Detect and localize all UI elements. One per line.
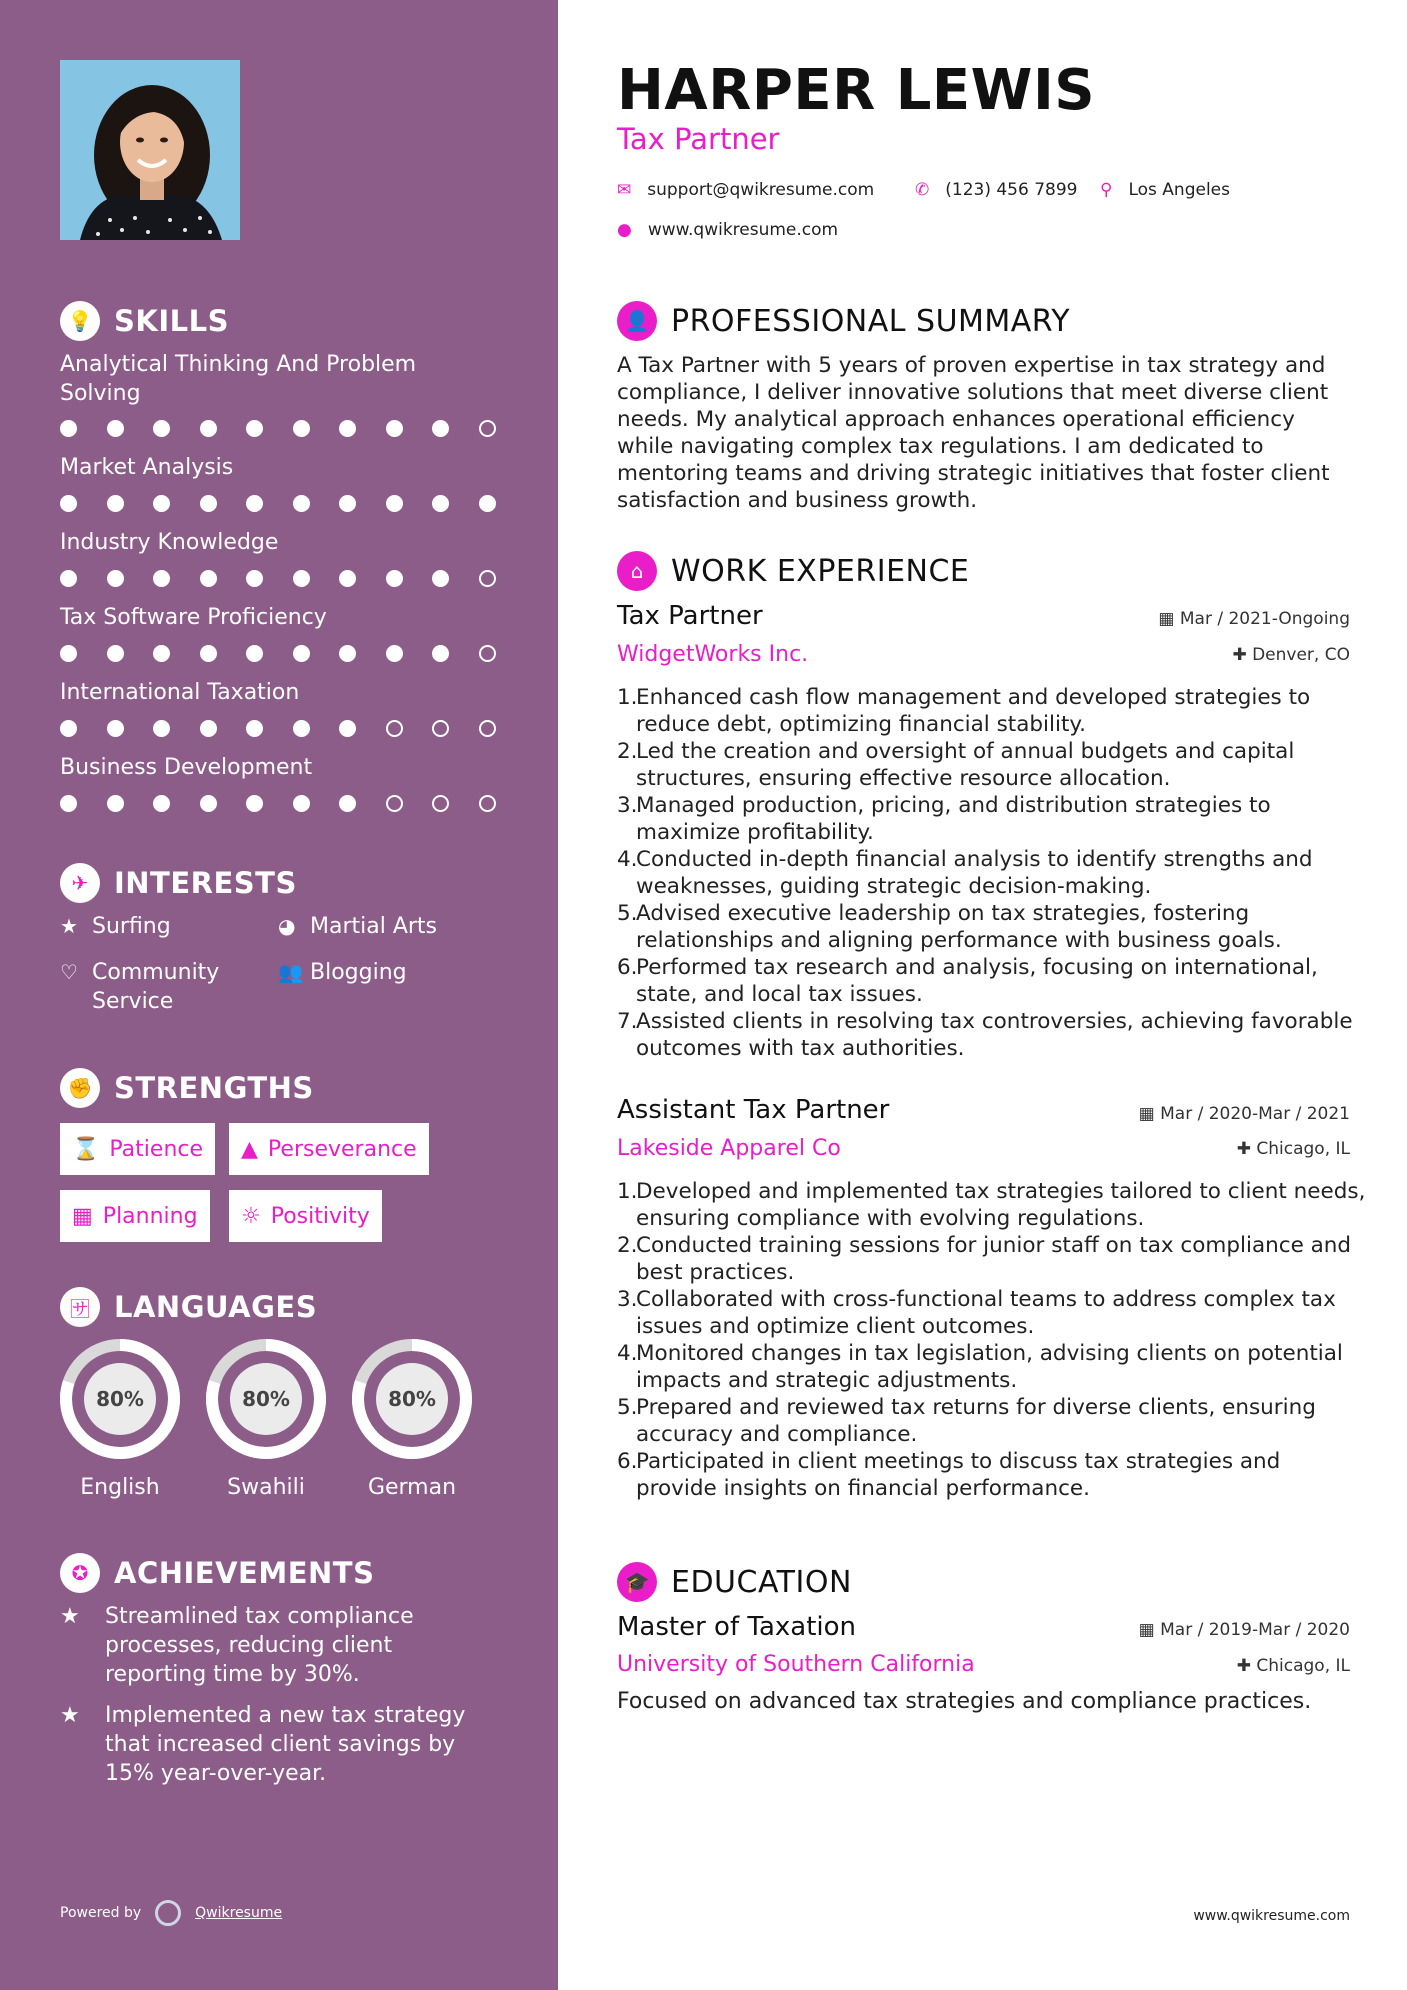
contact-location: ⚲ Los Angeles [1100, 180, 1230, 200]
bullet-number: 3. [617, 793, 638, 818]
contact-phone[interactable]: ✆ (123) 456 7899 [915, 180, 1078, 200]
strength-badge: ⌛ Patience [60, 1123, 215, 1175]
job-company: Lakeside Apparel Co [617, 1136, 841, 1161]
rating-dot [293, 795, 310, 812]
calendar-icon: ▦ [1138, 1104, 1161, 1124]
job-bullet [617, 1008, 1367, 1062]
bullet-number: 2. [617, 739, 638, 764]
rating-dot [60, 420, 77, 437]
sun-icon: ☼ [241, 1203, 261, 1229]
skill-rating [60, 420, 525, 437]
rating-dot [153, 645, 170, 662]
rating-dot [479, 495, 496, 512]
rating-dot [339, 495, 356, 512]
job-title: Tax Partner [617, 601, 763, 631]
phone-icon: ✆ [915, 180, 930, 200]
pushpin-icon: ✚ [1236, 1139, 1257, 1159]
rating-dot [246, 570, 263, 587]
job-date: ▦ Mar / 2021-Ongoing [1158, 609, 1350, 629]
rating-dot [107, 645, 124, 662]
rating-dot [200, 795, 217, 812]
rating-dot [200, 495, 217, 512]
bullet-text: Assisted clients in resolving tax controversies, achieving favorable outcomes with tax authorities. [636, 1009, 1353, 1061]
hand-icon: ♡ [60, 960, 78, 984]
language-percent: 80% [96, 1387, 144, 1411]
rating-dot [107, 495, 124, 512]
language-item [58, 1337, 182, 1500]
language-percent: 80% [388, 1387, 436, 1411]
rating-dot [339, 720, 356, 737]
star-badge-icon: ✪ [60, 1553, 100, 1593]
interest-item: ♡ Community Service [60, 960, 220, 1014]
globe-icon: ● [617, 220, 632, 240]
skill-name: Market Analysis [60, 455, 234, 480]
strengths-heading: ✊ STRENGTHS [60, 1067, 314, 1109]
rating-dot [200, 570, 217, 587]
rating-dot [153, 420, 170, 437]
job-bullets [617, 1178, 1367, 1502]
rating-dot [479, 420, 496, 437]
rating-dot [386, 495, 403, 512]
skill-rating [60, 645, 525, 662]
rating-dot [246, 495, 263, 512]
job-bullet [617, 954, 1367, 1008]
rating-dot [339, 645, 356, 662]
globe-icon: ◕ [278, 914, 296, 938]
rating-dot [293, 570, 310, 587]
job-bullet [617, 1286, 1367, 1340]
rating-dot [432, 570, 449, 587]
language-name: Swahili [227, 1475, 305, 1500]
job-title: Assistant Tax Partner [617, 1095, 890, 1125]
rating-dot [386, 420, 403, 437]
interest-item: ★ Surfing [60, 914, 171, 939]
rating-dot [479, 795, 496, 812]
bullet-number: 1. [617, 685, 638, 710]
calendar-icon: ▦ [1158, 609, 1180, 629]
job-bullet [617, 846, 1367, 900]
shooting-star-icon: ★ [60, 1604, 80, 1629]
bullet-text: Conducted training sessions for junior staff on tax compliance and best practices. [636, 1233, 1352, 1285]
main-content [560, 0, 1407, 1990]
sidebar [0, 0, 558, 1990]
contact-website[interactable]: ● www.qwikresume.com [617, 220, 839, 240]
powered-by: Powered by Qwikresume [60, 1900, 282, 1926]
rating-dot [200, 420, 217, 437]
fist-icon: ✊ [60, 1068, 100, 1108]
language-progress-ring [58, 1337, 182, 1461]
footer-url[interactable]: www.qwikresume.com [1193, 1908, 1350, 1924]
job-bullet [617, 1448, 1367, 1502]
rating-dot [432, 645, 449, 662]
bullet-text: Conducted in-depth financial analysis to identify strengths and weaknesses, guiding strategic decision-making. [636, 847, 1313, 899]
job-date: ▦ Mar / 2020-Mar / 2021 [1138, 1104, 1350, 1124]
language-icon: 🈂 [60, 1287, 100, 1327]
language-item [350, 1337, 474, 1500]
star-icon: ★ [60, 914, 78, 938]
rating-dot [107, 795, 124, 812]
rating-dot [479, 570, 496, 587]
bullet-number: 2. [617, 1233, 638, 1258]
bullet-text: Performed tax research and analysis, focusing on international, state, and local tax issues. [636, 955, 1318, 1007]
interests-heading: ✈ INTERESTS [60, 862, 297, 904]
language-name: German [367, 1475, 457, 1500]
rating-dot [293, 645, 310, 662]
calendar-icon: ▦ [72, 1203, 93, 1229]
rating-dot [339, 570, 356, 587]
bullet-text: Collaborated with cross-functional teams to address complex tax issues and optimize client outcomes. [636, 1287, 1336, 1339]
skills-heading: 💡 SKILLS [60, 300, 229, 342]
job-bullet [617, 684, 1367, 738]
rating-dot [432, 495, 449, 512]
rating-dot [153, 495, 170, 512]
experience-heading: ⌂ WORK EXPERIENCE [617, 550, 969, 592]
rating-dot [60, 795, 77, 812]
rating-dot [339, 795, 356, 812]
summary-heading: 👤 PROFESSIONAL SUMMARY [617, 300, 1070, 342]
job-location: ✚ Denver, CO [1232, 645, 1350, 665]
bullet-number: 3. [617, 1287, 638, 1312]
skill-name: Industry Knowledge [60, 530, 279, 555]
skill-rating [60, 570, 525, 587]
rating-dot [293, 495, 310, 512]
bullet-text: Participated in client meetings to discuss tax strategies and provide insights on financial performance. [636, 1449, 1281, 1501]
calendar-icon: ▦ [1138, 1620, 1161, 1640]
rating-dot [60, 720, 77, 737]
job-location: ✚ Chicago, IL [1236, 1139, 1350, 1159]
pushpin-icon: ✚ [1232, 645, 1253, 665]
strength-badge: ▦ Planning [60, 1190, 210, 1242]
rating-dot [386, 570, 403, 587]
bullet-text: Advised executive leadership on tax strategies, fostering relationships and aligning performance with business goals. [636, 901, 1282, 953]
job-bullet [617, 1232, 1367, 1286]
education-school: University of Southern California [617, 1652, 975, 1677]
job-company: WidgetWorks Inc. [617, 642, 809, 667]
rating-dot [432, 420, 449, 437]
rating-dot [386, 645, 403, 662]
bullet-text: Monitored changes in tax legislation, advising clients on potential impacts and strategic adjustments. [636, 1341, 1343, 1393]
rating-dot [386, 720, 403, 737]
lightbulb-icon: 💡 [60, 301, 100, 341]
rating-dot [293, 420, 310, 437]
profile-photo [60, 60, 240, 240]
achievements-heading: ✪ ACHIEVEMENTS [60, 1552, 374, 1594]
language-name: English [80, 1475, 160, 1500]
bullet-text: Enhanced cash flow management and developed strategies to reduce debt, optimizing financial stability. [636, 685, 1311, 737]
rating-dot [200, 645, 217, 662]
qwikresume-logo [155, 1900, 181, 1926]
skill-rating [60, 495, 525, 512]
rating-dot [60, 645, 77, 662]
rating-dot [107, 720, 124, 737]
rating-dot [293, 720, 310, 737]
rating-dot [246, 420, 263, 437]
language-item [204, 1337, 328, 1500]
strength-badge: ☼ Positivity [229, 1190, 382, 1242]
qwikresume-link[interactable]: Qwikresume [195, 1905, 283, 1921]
job-bullet [617, 792, 1367, 846]
rating-dot [246, 720, 263, 737]
bullet-number: 4. [617, 847, 638, 872]
job-bullet [617, 900, 1367, 954]
skill-name: Business Development [60, 755, 313, 780]
job-bullet [617, 1394, 1367, 1448]
education-heading: 🎓 EDUCATION [617, 1561, 852, 1603]
education-description: Focused on advanced tax strategies and compliance practices. [617, 1689, 1312, 1714]
bullet-number: 7. [617, 1009, 638, 1034]
rating-dot [60, 495, 77, 512]
chair-icon: ⌂ [617, 551, 657, 591]
rating-dot [432, 720, 449, 737]
achievement-item: ★ Implemented a new tax strategy that increased client savings by 15% year-over-year. [60, 1703, 466, 1786]
education-date: ▦ Mar / 2019-Mar / 2020 [1138, 1620, 1350, 1640]
rating-dot [339, 420, 356, 437]
users-icon: 👥 [278, 960, 303, 984]
strength-badge: ▲ Perseverance [229, 1123, 429, 1175]
candidate-name: HARPER LEWIS [617, 58, 1096, 123]
paper-plane-icon: ✈ [60, 863, 100, 903]
language-percent: 80% [242, 1387, 290, 1411]
skill-rating [60, 795, 525, 812]
interest-item: ◕ Martial Arts [278, 914, 438, 939]
bullet-text: Developed and implemented tax strategies tailored to client needs, ensuring compliance with evolving regulations. [636, 1179, 1366, 1231]
skill-name: Analytical Thinking And Problem Solving [60, 352, 417, 406]
candidate-role: Tax Partner [617, 122, 780, 156]
shooting-star-icon: ★ [60, 1703, 80, 1728]
bullet-number: 1. [617, 1179, 638, 1204]
bullet-text: Prepared and reviewed tax returns for diverse clients, ensuring accuracy and compliance. [636, 1395, 1316, 1447]
language-progress-ring [350, 1337, 474, 1461]
rating-dot [153, 720, 170, 737]
rating-dot [153, 795, 170, 812]
bullet-text: Managed production, pricing, and distribution strategies to maximize profitability. [636, 793, 1271, 845]
pushpin-icon: ✚ [1236, 1656, 1257, 1676]
skill-name: Tax Software Proficiency [60, 605, 327, 630]
envelope-icon: ✉ [617, 180, 632, 200]
contact-email[interactable]: ✉ support@qwikresume.com [617, 180, 875, 200]
skill-name: International Taxation [60, 680, 300, 705]
skill-rating [60, 720, 525, 737]
bullet-text: Led the creation and oversight of annual budgets and capital structures, ensuring effective resource allocation. [636, 739, 1295, 791]
job-bullet [617, 1340, 1367, 1394]
bullet-number: 6. [617, 1449, 638, 1474]
bullet-number: 6. [617, 955, 638, 980]
bullet-number: 4. [617, 1341, 638, 1366]
map-pin-icon: ⚲ [1100, 180, 1113, 200]
summary-text: A Tax Partner with 5 years of proven expertise in tax strategy and compliance, I deliver innovative solutions that meet diverse client needs. My analytical approach enhances operational efficiency while navigating complex tax regulations. I am dedicated to mentoring teams and driving strategic initiatives that foster client satisfaction and business growth. [617, 353, 1330, 513]
rating-dot [60, 570, 77, 587]
language-progress-ring [204, 1337, 328, 1461]
languages-heading: 🈂 LANGUAGES [60, 1286, 317, 1328]
road-icon: ▲ [241, 1136, 258, 1162]
education-location: ✚ Chicago, IL [1236, 1656, 1350, 1676]
rating-dot [386, 795, 403, 812]
rating-dot [432, 795, 449, 812]
hourglass-icon: ⌛ [72, 1136, 100, 1162]
graduation-icon: 🎓 [617, 1562, 657, 1602]
interest-item: 👥 Blogging [278, 960, 407, 985]
education-degree: Master of Taxation [617, 1612, 857, 1642]
rating-dot [107, 570, 124, 587]
rating-dot [479, 645, 496, 662]
bullet-number: 5. [617, 901, 638, 926]
rating-dot [153, 570, 170, 587]
job-bullet [617, 738, 1367, 792]
job-bullet [617, 1178, 1367, 1232]
rating-dot [200, 720, 217, 737]
bullet-number: 5. [617, 1395, 638, 1420]
job-bullets [617, 684, 1367, 1062]
rating-dot [479, 720, 496, 737]
user-icon: 👤 [617, 301, 657, 341]
rating-dot [246, 645, 263, 662]
achievement-item: ★ Streamlined tax compliance processes, reducing client reporting time by 30%. [60, 1604, 414, 1687]
rating-dot [246, 795, 263, 812]
rating-dot [107, 420, 124, 437]
